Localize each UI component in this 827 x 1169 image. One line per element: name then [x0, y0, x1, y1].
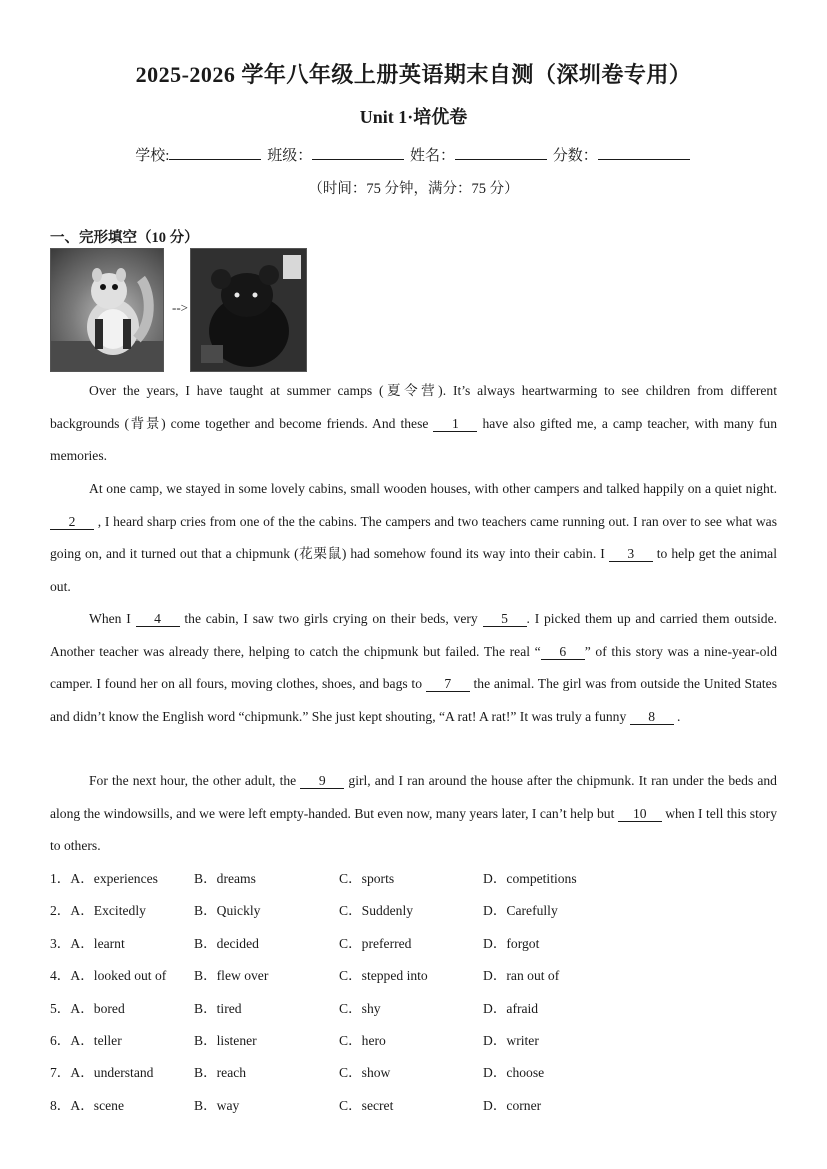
section-title: 一、完形填空（10 分）	[50, 230, 199, 246]
blank-9[interactable]: 9	[300, 773, 344, 789]
class-label: 班级：	[267, 148, 313, 164]
blank-2[interactable]: 2	[50, 514, 94, 530]
option-3-d[interactable]: D．forgot	[483, 935, 540, 951]
option-row-4	[50, 963, 777, 995]
option-4-c[interactable]: C．stepped into	[339, 968, 428, 984]
passage-paragraph-1: Over the years, I have taught at summer camps (夏令营). It’s always heartwarming to see children from different backgrounds (背景) come together and become friends. And these 1 have also gifted me, a camp teacher, with many fun memories.	[50, 383, 777, 464]
option-row-1	[50, 866, 777, 898]
option-2-c[interactable]: C．Suddenly	[339, 903, 414, 919]
option-6-c[interactable]: C．hero	[339, 1032, 386, 1048]
option-row-7	[50, 1060, 777, 1092]
option-7-d[interactable]: D．choose	[483, 1065, 545, 1081]
student-info-line	[0, 144, 827, 165]
option-4-d[interactable]: D．ran out of	[483, 968, 560, 984]
option-5-a[interactable]: 5．A．bored	[50, 1000, 125, 1016]
name-label: 姓名：	[409, 148, 455, 164]
option-5-b[interactable]: B．tired	[194, 1000, 242, 1016]
option-row-2	[50, 898, 777, 930]
exam-subtitle: Unit 1·培优卷	[359, 107, 468, 127]
passage-paragraph-4: For the next hour, the other adult, the 9 girl, and I ran around the house after the chipmunk. It ran under the beds and along the windowsills, and we were left empty-handed. But even now, many years later, I can’t help but 10 when I tell this story to others.	[50, 773, 777, 854]
option-8-b[interactable]: B．way	[194, 1097, 240, 1113]
option-3-a[interactable]: 3．A．learnt	[50, 935, 125, 951]
exam-title: 2025-2026 学年八年级上册英语期末自测（深圳卷专用）	[135, 62, 692, 87]
option-5-c[interactable]: C．shy	[339, 1000, 381, 1016]
option-1-c[interactable]: C．sports	[339, 871, 395, 886]
option-2-d[interactable]: D．Carefully	[483, 903, 558, 919]
option-5-d[interactable]: D．afraid	[483, 1000, 539, 1016]
option-4-b[interactable]: B．flew over	[194, 968, 269, 984]
chipmunk-illustration	[50, 248, 164, 372]
option-3-b[interactable]: B．decided	[194, 935, 259, 951]
class-blank[interactable]	[312, 145, 404, 160]
blank-10[interactable]: 10	[618, 806, 662, 822]
option-8-d[interactable]: D．corner	[483, 1097, 542, 1113]
option-1-d[interactable]: D．competitions	[483, 871, 577, 886]
option-row-6	[50, 1028, 777, 1060]
option-row-8	[50, 1093, 777, 1125]
score-label: 分数：	[552, 148, 598, 164]
options-list	[50, 866, 777, 1125]
option-3-c[interactable]: C．preferred	[339, 935, 412, 951]
option-row-5	[50, 996, 777, 1028]
rat-illustration	[190, 248, 307, 372]
blank-6[interactable]: 6	[541, 644, 585, 660]
blank-3[interactable]: 3	[609, 546, 653, 562]
option-6-a[interactable]: 6．A．teller	[50, 1032, 122, 1048]
passage-paragraph-3: When I 4 the cabin, I saw two girls crying on their beds, very 5 . I picked them up and carried them outside. Another teacher was already there, helping to catch the chipmunk but failed. The real “ 6 ” of this story was a nine-year-old camper. I found her on all fours, moving clothes, shoes, and bags to 7 the animal. The girl was from outside the United States and didn’t know the English word “chipmunk.” She just kept shouting, “A rat! A rat!” It was truly a funny 8 .	[50, 611, 778, 724]
option-8-c[interactable]: C．secret	[339, 1097, 394, 1113]
blank-8[interactable]: 8	[630, 709, 674, 725]
time-note: （时间：75 分钟，满分：75 分）	[308, 181, 519, 197]
option-7-b[interactable]: B．reach	[194, 1065, 247, 1081]
option-1-b[interactable]: B．dreams	[194, 871, 256, 886]
arrow-text: -->	[172, 300, 188, 315]
school-blank[interactable]	[169, 145, 261, 160]
option-2-a[interactable]: 2．A．Excitedly	[50, 903, 146, 919]
option-4-a[interactable]: 4．A．looked out of	[50, 968, 167, 984]
name-blank[interactable]	[455, 145, 547, 160]
option-1-a[interactable]: 1．A．experiences	[50, 871, 158, 886]
option-2-b[interactable]: B．Quickly	[194, 903, 261, 919]
blank-4[interactable]: 4	[136, 611, 180, 627]
option-7-a[interactable]: 7．A．understand	[50, 1065, 154, 1081]
blank-7[interactable]: 7	[426, 676, 470, 692]
blank-5[interactable]: 5	[483, 611, 527, 627]
option-6-b[interactable]: B．listener	[194, 1032, 257, 1048]
option-7-c[interactable]: C．show	[339, 1065, 391, 1081]
option-8-a[interactable]: 8．A．scene	[50, 1097, 124, 1113]
option-row-3	[50, 931, 777, 963]
passage-paragraph-2: At one camp, we stayed in some lovely cabins, small wooden houses, with other campers and talked happily on a quiet night. 2 , I heard sharp cries from one of the the cabins. The campers and two teachers came running out. I ran over to see what was going on, and it turned out that a chipmunk (花栗鼠) had somehow found its way into their cabin. I 3 to help get the animal out.	[50, 481, 777, 594]
score-blank[interactable]	[598, 145, 690, 160]
blank-1[interactable]: 1	[433, 416, 477, 432]
option-6-d[interactable]: D．writer	[483, 1032, 539, 1048]
school-label: 学校:	[135, 148, 170, 164]
